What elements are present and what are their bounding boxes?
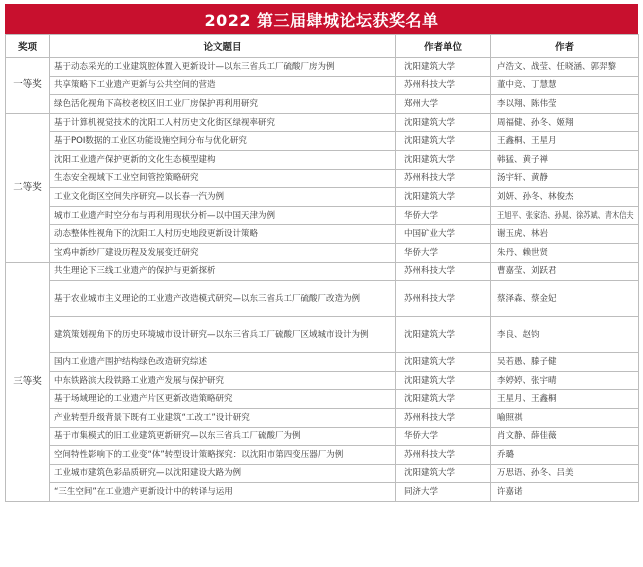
author-names bbox=[491, 243, 639, 262]
author-names bbox=[491, 150, 639, 169]
header-paper: 论文题目 bbox=[50, 35, 396, 58]
author-unit: 中国矿业大学 bbox=[396, 225, 491, 244]
author-names-text: 蔡泽森、蔡金妃 bbox=[497, 293, 557, 304]
author-names-text: 李以翔、陈伟莹 bbox=[497, 98, 557, 109]
author-names bbox=[491, 353, 639, 372]
author-names bbox=[491, 95, 639, 114]
paper-title: 基于POI数据的工业区功能设施空间分布与优化研究 bbox=[50, 132, 396, 151]
author-names-text: 周福健、孙冬、姬翔 bbox=[497, 117, 574, 128]
table-row bbox=[6, 353, 639, 372]
award-level: 一等奖 bbox=[6, 58, 50, 114]
award-list bbox=[5, 4, 638, 502]
author-unit: 华侨大学 bbox=[396, 427, 491, 446]
table-row bbox=[6, 483, 639, 502]
paper-title: “三生空间”在工业遗产更新设计中的转译与运用 bbox=[50, 483, 396, 502]
author-unit: 沈阳建筑大学 bbox=[396, 58, 491, 77]
author-names-text: 韩猛、黄子禅 bbox=[497, 154, 549, 165]
author-unit: 沈阳建筑大学 bbox=[396, 390, 491, 409]
paper-title: 绿色活化视角下高校老校区旧工业厂房保护再利用研究 bbox=[50, 95, 396, 114]
author-names bbox=[491, 76, 639, 95]
author-names-text: 卢浩文、战莹、任晓涵、郭羿黎 bbox=[497, 61, 617, 72]
author-names-text: 朱丹、赖世贤 bbox=[497, 247, 549, 258]
table-row bbox=[6, 446, 639, 465]
author-unit: 华侨大学 bbox=[396, 243, 491, 262]
paper-title: 宝鸡申新纱厂建设历程及发展变迁研究 bbox=[50, 243, 396, 262]
paper-title: 城市工业遗产时空分布与再利用现状分析—以中国天津为例 bbox=[50, 206, 396, 225]
author-unit: 沈阳建筑大学 bbox=[396, 353, 491, 372]
author-unit: 沈阳建筑大学 bbox=[396, 464, 491, 483]
table-row bbox=[6, 58, 639, 77]
author-names-text: 王鑫桐、王星月 bbox=[497, 136, 557, 147]
author-unit: 苏州科技大学 bbox=[396, 408, 491, 427]
table-row bbox=[6, 371, 639, 390]
table-row bbox=[6, 150, 639, 169]
paper-title: 共生理论下三线工业遗产的保护与更新探析 bbox=[50, 262, 396, 281]
paper-title: 工业城市建筑色彩品质研究—以沈阳建设大路为例 bbox=[50, 464, 396, 483]
paper-title: 基于动态采光的工业建筑腔体置入更新设计—以东三省兵工厂硫酸厂房为例 bbox=[50, 58, 396, 77]
author-unit: 沈阳建筑大学 bbox=[396, 150, 491, 169]
paper-title: 基于市集模式的旧工业建筑更新研究—以东三省兵工厂硫酸厂为例 bbox=[50, 427, 396, 446]
author-names-text: 李良、赵钧 bbox=[497, 329, 540, 340]
author-names-text: 谢玉虎、林岩 bbox=[497, 229, 549, 240]
author-names bbox=[491, 446, 639, 465]
table-row bbox=[6, 317, 639, 353]
award-table bbox=[5, 34, 639, 502]
table-row bbox=[6, 225, 639, 244]
author-names bbox=[491, 262, 639, 281]
author-unit: 苏州科技大学 bbox=[396, 446, 491, 465]
table-row bbox=[6, 243, 639, 262]
author-names bbox=[491, 317, 639, 353]
header-unit: 作者单位 bbox=[396, 35, 491, 58]
author-names bbox=[491, 390, 639, 409]
author-names bbox=[491, 206, 639, 225]
author-names bbox=[491, 113, 639, 132]
author-names bbox=[491, 281, 639, 317]
table-row bbox=[6, 427, 639, 446]
author-names-text: 万思语、孙冬、吕美 bbox=[497, 468, 574, 479]
paper-title: 建筑策划视角下的历史环境城市设计研究—以东三省兵工厂硫酸厂区域城市设计为例 bbox=[50, 317, 396, 353]
paper-title: 基于农业城市主义理论的工业遗产改造模式研究—以东三省兵工厂硫酸厂改造为例 bbox=[50, 281, 396, 317]
page-title: 2022 第三届肆城论坛获奖名单 bbox=[5, 4, 638, 34]
author-names-text: 喻照祺 bbox=[497, 412, 523, 423]
author-names bbox=[491, 483, 639, 502]
author-names bbox=[491, 169, 639, 188]
author-names-text: 曹嘉莹、刘跃君 bbox=[497, 266, 557, 277]
paper-title: 沈阳工业遗产保护更新的文化生态模型建构 bbox=[50, 150, 396, 169]
author-unit: 沈阳建筑大学 bbox=[396, 317, 491, 353]
table-header-row bbox=[6, 35, 639, 58]
author-unit: 苏州科技大学 bbox=[396, 281, 491, 317]
award-level: 二等奖 bbox=[6, 113, 50, 262]
table-row bbox=[6, 206, 639, 225]
table-row bbox=[6, 188, 639, 207]
table-row bbox=[6, 76, 639, 95]
table-row bbox=[6, 132, 639, 151]
paper-title: 基于场域理论的工业遗产片区更新改造策略研究 bbox=[50, 390, 396, 409]
author-names-text: 吴若愚、滕子健 bbox=[497, 356, 557, 367]
author-unit: 沈阳建筑大学 bbox=[396, 371, 491, 390]
paper-title: 中东铁路滨大段铁路工业遗产发展与保护研究 bbox=[50, 371, 396, 390]
author-names-text: 许嘉诺 bbox=[497, 487, 523, 498]
table-row bbox=[6, 464, 639, 483]
author-names-text: 乔璐 bbox=[497, 449, 515, 460]
author-names-text: 刘妍、孙冬、林俊杰 bbox=[497, 191, 574, 202]
table-row bbox=[6, 113, 639, 132]
paper-title: 共享策略下工业遗产更新与公共空间的营造 bbox=[50, 76, 396, 95]
table-row bbox=[6, 281, 639, 317]
paper-title: 国内工业遗产围护结构绿色改造研究综述 bbox=[50, 353, 396, 372]
author-names bbox=[491, 427, 639, 446]
author-names bbox=[491, 58, 639, 77]
author-names-text: 肖文静、薛佳薇 bbox=[497, 431, 557, 442]
paper-title: 基于计算机视觉技术的沈阳工人村历史文化街区绿视率研究 bbox=[50, 113, 396, 132]
author-unit: 苏州科技大学 bbox=[396, 76, 491, 95]
author-unit: 沈阳建筑大学 bbox=[396, 132, 491, 151]
paper-title: 生态安全视域下工业空间管控策略研究 bbox=[50, 169, 396, 188]
header-award: 奖项 bbox=[6, 35, 50, 58]
paper-title: 动态整体性视角下的沈阳工人村历史地段更新设计策略 bbox=[50, 225, 396, 244]
author-unit: 同济大学 bbox=[396, 483, 491, 502]
award-level: 三等奖 bbox=[6, 262, 50, 501]
table-row bbox=[6, 262, 639, 281]
author-unit: 华侨大学 bbox=[396, 206, 491, 225]
author-names-text: 董中竞、丁慧慧 bbox=[497, 80, 557, 91]
author-names bbox=[491, 371, 639, 390]
paper-title: 空间特性影响下的工业变“体”转型设计策略探究：以沈阳市第四变压器厂为例 bbox=[50, 446, 396, 465]
author-names bbox=[491, 132, 639, 151]
author-unit: 郑州大学 bbox=[396, 95, 491, 114]
author-names-text: 李婷婷、张宇晴 bbox=[497, 375, 557, 386]
paper-title: 产业转型升级背景下既有工业建筑“工改工”设计研究 bbox=[50, 408, 396, 427]
author-names-text: 王旭平、张家浩、孙晁、徐苏斌、青木信夫 bbox=[497, 210, 634, 221]
paper-title: 工业文化街区空间失序研究—以长春一汽为例 bbox=[50, 188, 396, 207]
table-row bbox=[6, 169, 639, 188]
author-names-text: 王星月、王鑫桐 bbox=[497, 394, 557, 405]
table-row bbox=[6, 408, 639, 427]
header-author: 作者 bbox=[491, 35, 639, 58]
table-body bbox=[6, 58, 639, 502]
author-names bbox=[491, 188, 639, 207]
author-unit: 沈阳建筑大学 bbox=[396, 113, 491, 132]
author-names bbox=[491, 408, 639, 427]
author-unit: 苏州科技大学 bbox=[396, 169, 491, 188]
table-row bbox=[6, 390, 639, 409]
author-names-text: 汤宇轩、黄静 bbox=[497, 173, 549, 184]
author-unit: 苏州科技大学 bbox=[396, 262, 491, 281]
table-row bbox=[6, 95, 639, 114]
author-names bbox=[491, 225, 639, 244]
author-names bbox=[491, 464, 639, 483]
author-unit: 沈阳建筑大学 bbox=[396, 188, 491, 207]
